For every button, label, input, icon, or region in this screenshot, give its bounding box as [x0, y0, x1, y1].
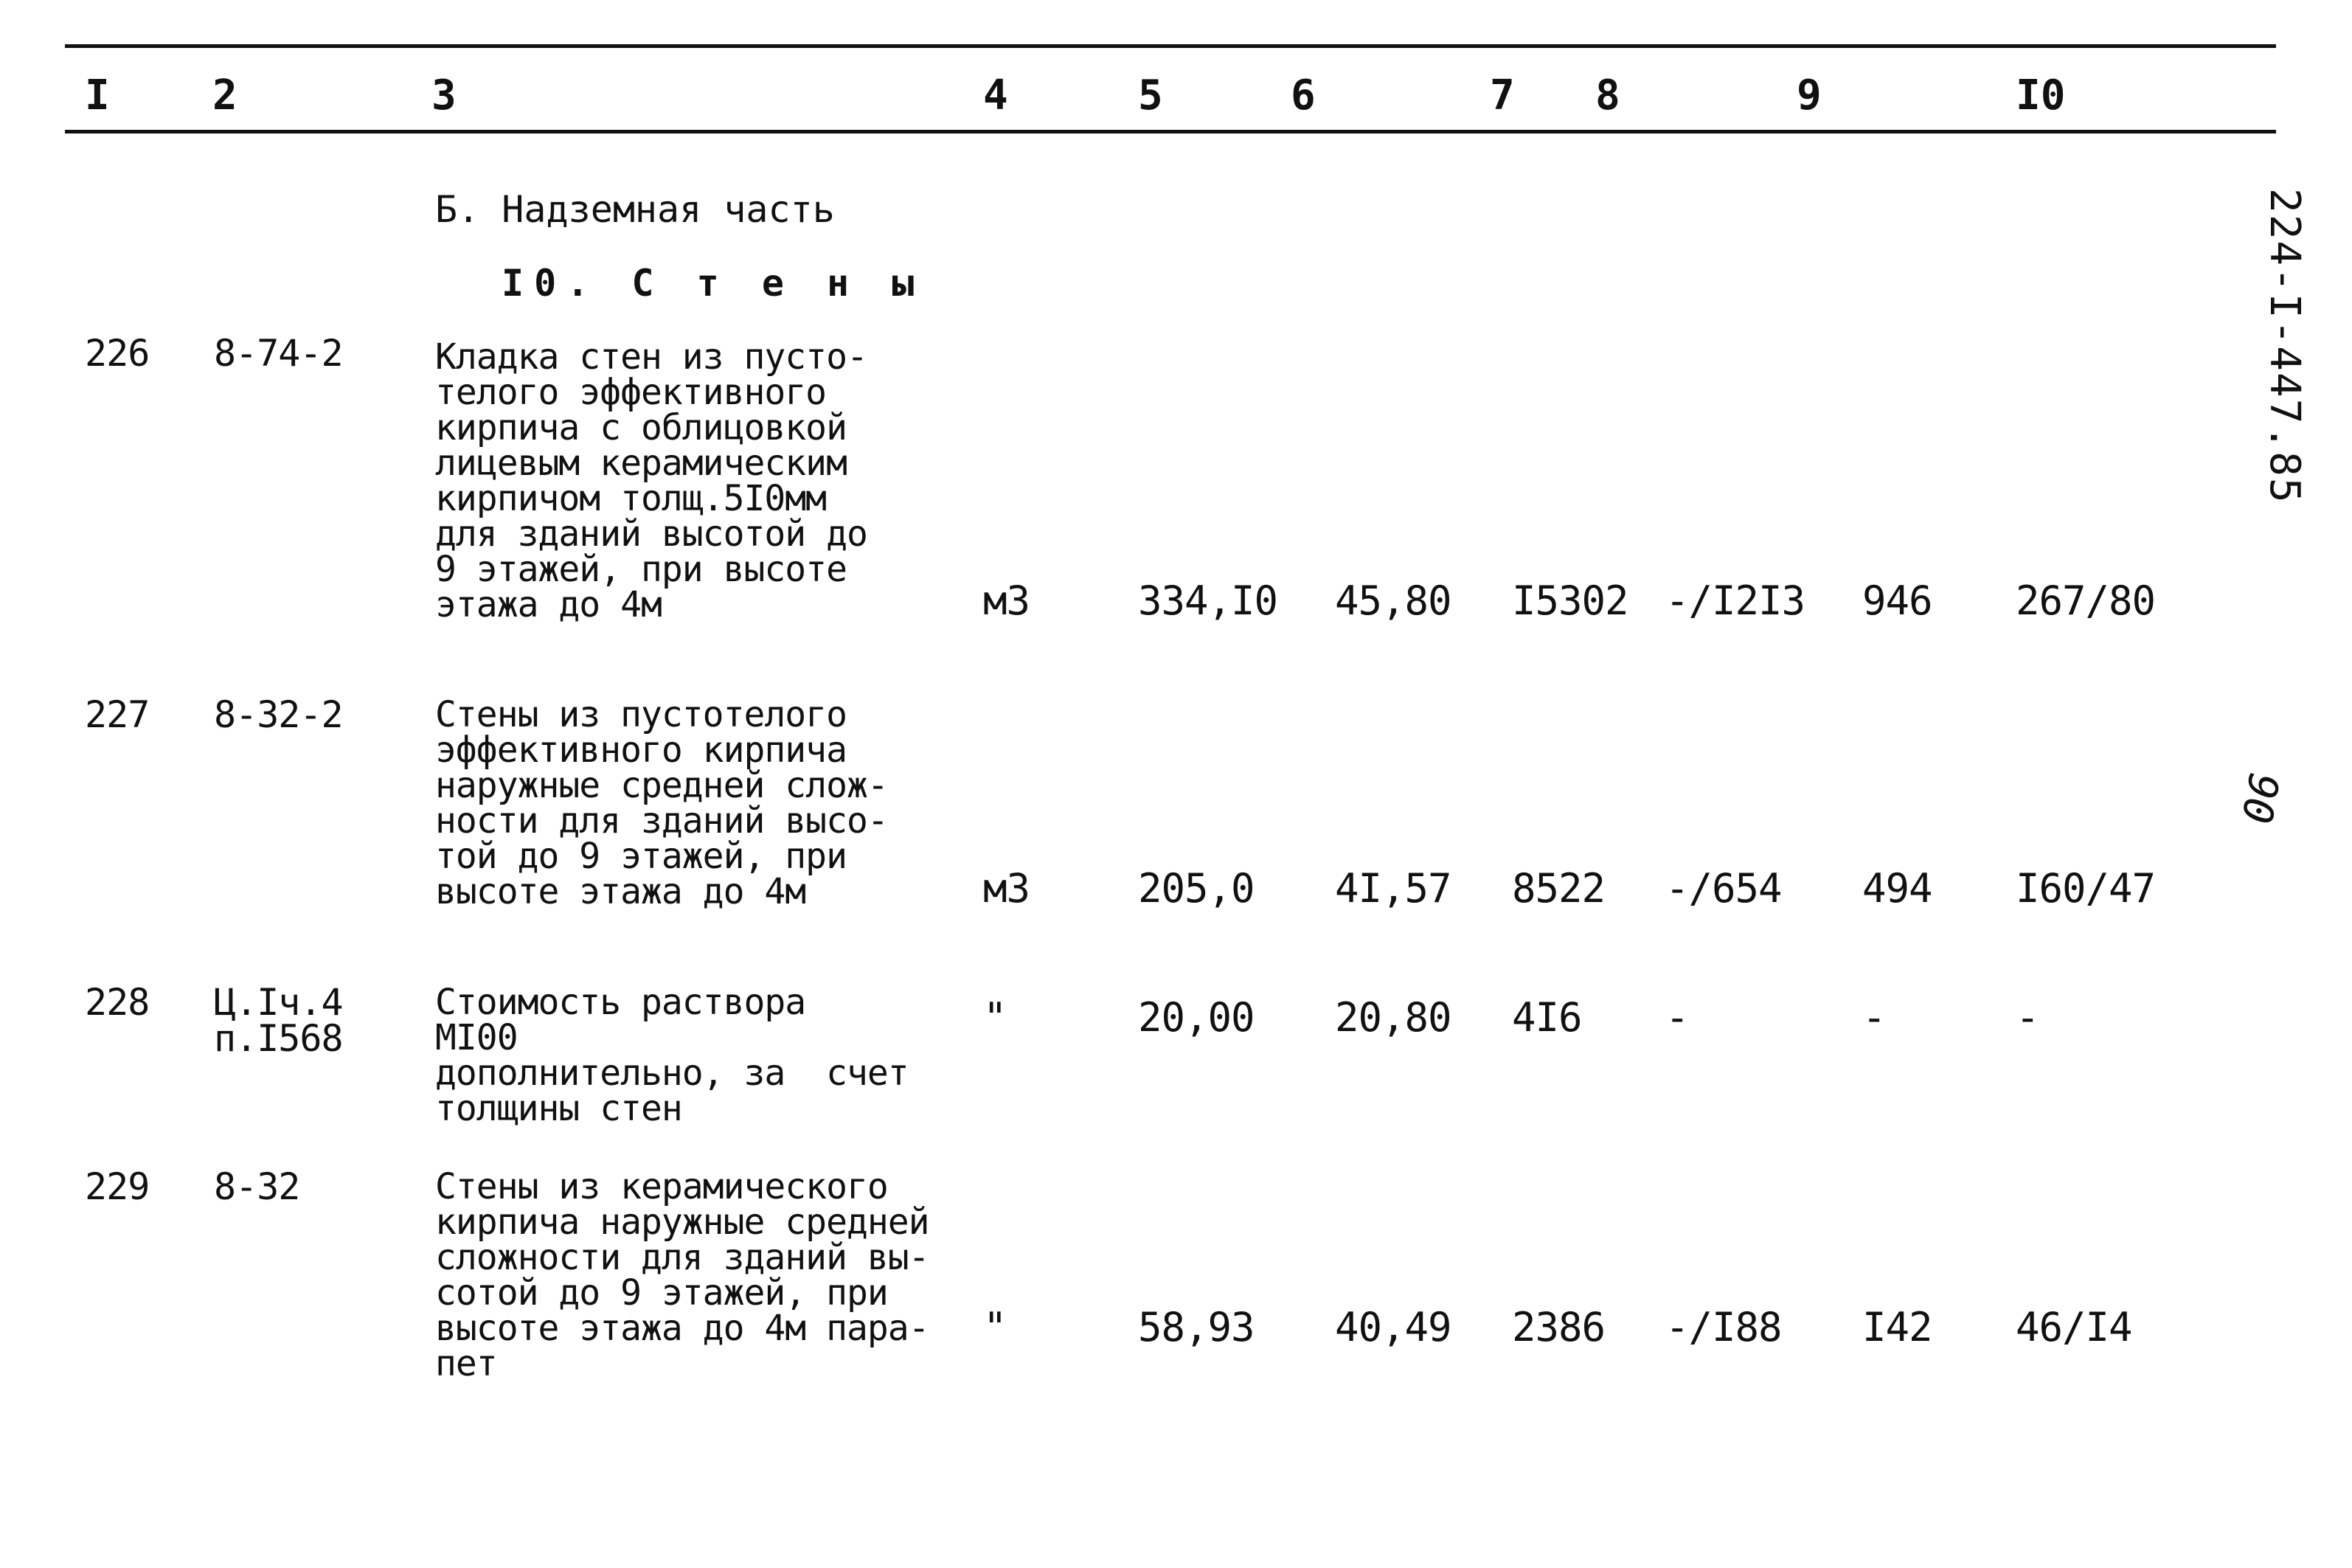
page-number: 90: [2231, 769, 2288, 828]
row-228-code: Ц.Iч.4 п.I568: [214, 981, 343, 1060]
row-228-col9b: -: [1862, 994, 1886, 1041]
part-title: Б. Надземная часть: [435, 188, 835, 231]
header-col-4: 4: [983, 72, 1008, 119]
row-228-num: 228: [85, 981, 150, 1024]
header-col-7: 7: [1490, 72, 1515, 119]
header-col-9: 9: [1797, 72, 1822, 119]
row-227-code: 8-32-2: [214, 693, 343, 736]
row-226-total: I5302: [1512, 577, 1628, 624]
table-header-rule-bottom: [65, 130, 2276, 133]
row-226-description: Кладка стен из пусто- телого эффективного кирпича с облицовкой лицевым керамическим кирпичом толщ.5I0мм для зданий высотой до 9 этажей, при высоте этажа до 4м: [435, 336, 867, 625]
row-229-wage: -/I88: [1665, 1304, 1782, 1350]
row-229-description: Стены из керамического кирпича наружные средней сложности для зданий вы- сотой до 9 этажей, при высоте этажа до 4м пара- пет: [435, 1166, 929, 1384]
row-226-col9b: 946: [1862, 577, 1932, 624]
row-229-code: 8-32: [214, 1165, 300, 1208]
row-226-num: 226: [85, 332, 150, 375]
header-col-10: I0: [2016, 72, 2066, 119]
header-col-6: 6: [1291, 72, 1316, 119]
row-226-wage: -/I2I3: [1665, 577, 1805, 624]
row-226-col10: 267/80: [2016, 577, 2156, 624]
row-227-qty: 205,0: [1138, 865, 1255, 912]
subsection-title: I0. С т е н ы: [502, 262, 925, 305]
row-229-total: 2386: [1512, 1304, 1606, 1350]
row-227-col9b: 494: [1862, 865, 1932, 912]
row-229-col10: 46/I4: [2016, 1304, 2132, 1350]
row-227-num: 227: [85, 693, 150, 736]
row-229-price: 40,49: [1335, 1304, 1451, 1350]
row-226-code: 8-74-2: [214, 332, 343, 375]
header-col-5: 5: [1138, 72, 1163, 119]
row-226-price: 45,80: [1335, 577, 1451, 624]
header-col-8: 8: [1595, 72, 1620, 119]
row-227-description: Стены из пустотелого эффективного кирпича наружные средней слож- ности для зданий высо- той до 9 этажей, при высоте этажа до 4м: [435, 694, 888, 912]
row-227-wage: -/654: [1665, 865, 1782, 912]
row-228-col10: -: [2016, 994, 2039, 1041]
document-code: 224-I-447.85: [2261, 188, 2308, 504]
row-226-qty: 334,I0: [1138, 577, 1278, 624]
row-227-col10: I60/47: [2016, 865, 2156, 912]
row-226-unit: м3: [983, 577, 1030, 624]
row-229-num: 229: [85, 1165, 150, 1208]
header-col-2: 2: [212, 72, 237, 119]
row-229-qty: 58,93: [1138, 1304, 1255, 1350]
table-header-rule-top: [65, 44, 2276, 48]
row-228-price: 20,80: [1335, 994, 1451, 1041]
row-227-unit: м3: [983, 865, 1030, 912]
row-229-col9b: I42: [1862, 1304, 1932, 1350]
header-col-3: 3: [431, 72, 457, 119]
row-228-qty: 20,00: [1138, 994, 1255, 1041]
row-228-total: 4I6: [1512, 994, 1582, 1041]
row-228-wage: -: [1665, 994, 1689, 1041]
row-227-price: 4I,57: [1335, 865, 1451, 912]
row-228-unit: ": [983, 994, 1007, 1041]
row-228-description: Стоимость раствора MI00 дополнительно, за счет толщины стен: [435, 982, 909, 1129]
row-229-unit: ": [983, 1304, 1007, 1350]
header-col-1: I: [85, 72, 110, 119]
row-227-total: 8522: [1512, 865, 1606, 912]
